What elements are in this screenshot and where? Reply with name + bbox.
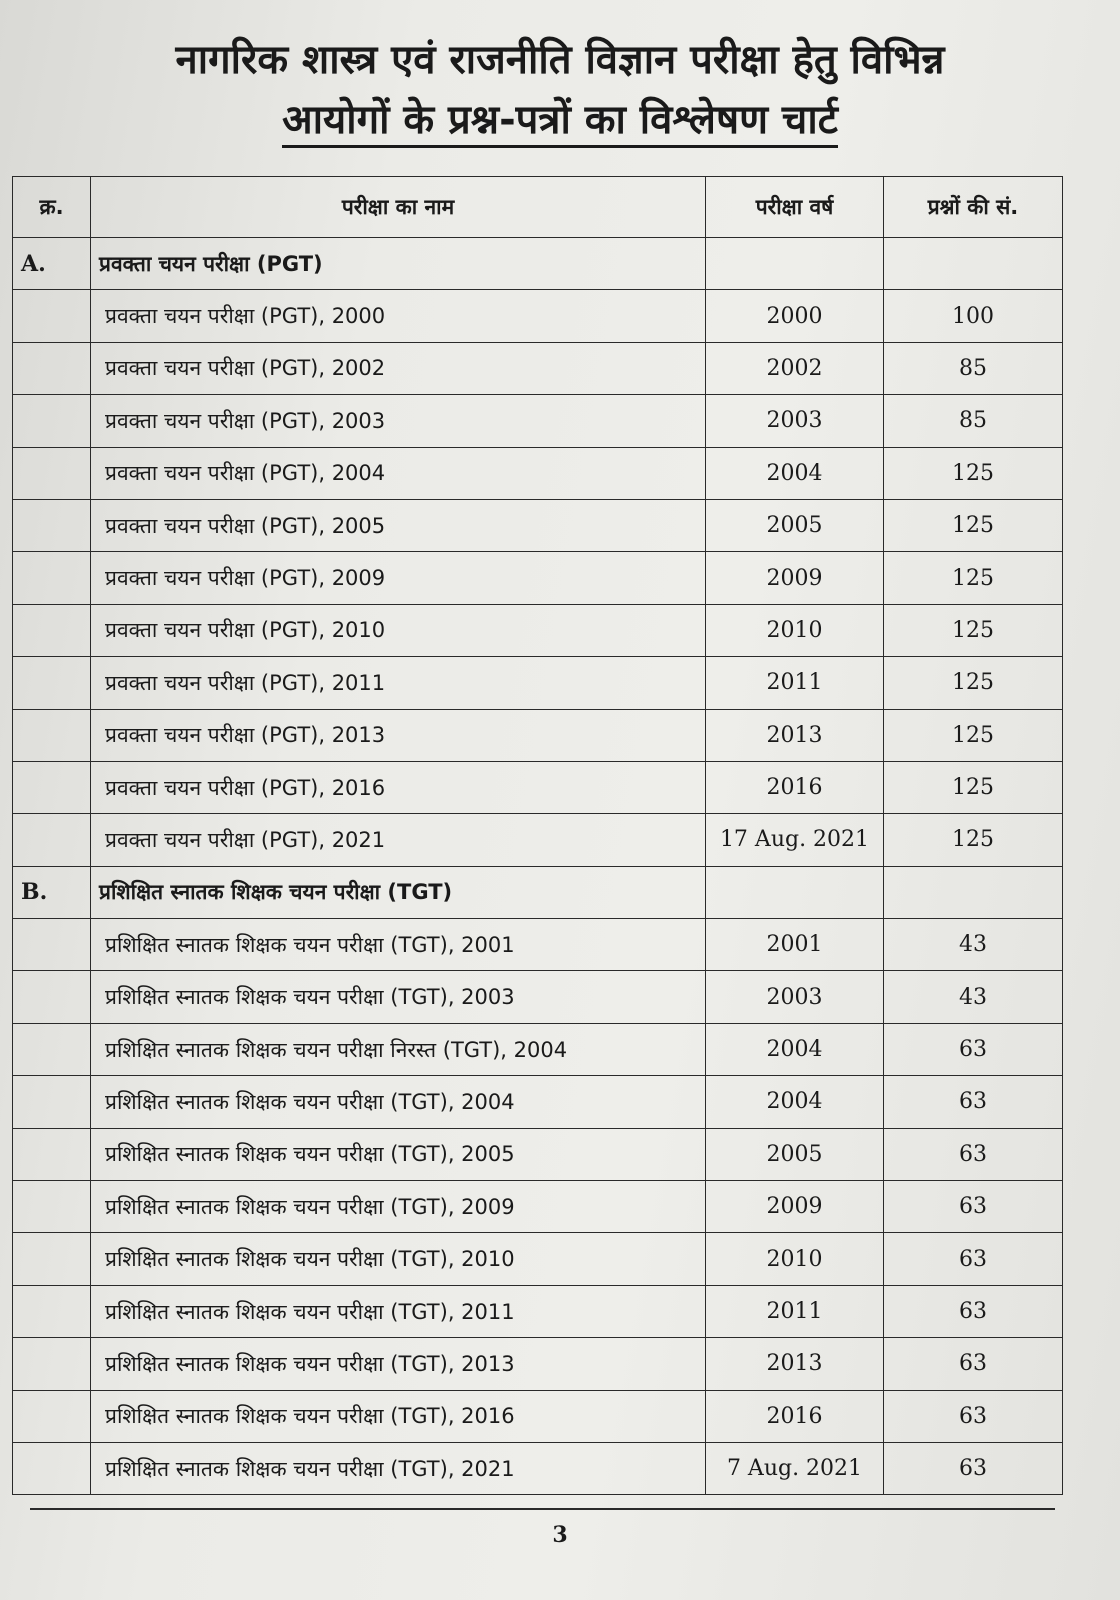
row-serial-empty <box>13 1442 91 1494</box>
exam-name-cell: प्रवक्ता चयन परीक्षा (PGT), 2009 <box>91 552 706 604</box>
exam-year-cell: 2009 <box>706 552 884 604</box>
exam-name-cell: प्रशिक्षित स्नातक शिक्षक चयन परीक्षा (TGT), 2009 <box>91 1181 706 1233</box>
table-row <box>13 604 1063 656</box>
row-serial-empty <box>13 919 91 971</box>
section-title: प्रशिक्षित स्नातक शिक्षक चयन परीक्षा (TGT) <box>91 866 706 918</box>
page-title-line-2-text: आयोगों के प्रश्न-पत्रों का विश्लेषण चार्ट <box>282 97 838 148</box>
question-count-cell: 125 <box>884 657 1063 709</box>
question-count-cell: 63 <box>884 1181 1063 1233</box>
row-serial-empty <box>13 657 91 709</box>
section-year-empty <box>706 866 884 918</box>
exam-name-cell: प्रशिक्षित स्नातक शिक्षक चयन परीक्षा (TGT), 2001 <box>91 919 706 971</box>
exam-name-cell: प्रवक्ता चयन परीक्षा (PGT), 2016 <box>91 761 706 813</box>
exam-year-cell: 2016 <box>706 761 884 813</box>
exam-name-cell: प्रवक्ता चयन परीक्षा (PGT), 2002 <box>91 342 706 394</box>
table-row <box>13 971 1063 1023</box>
exam-name-cell: प्रवक्ता चयन परीक्षा (PGT), 2004 <box>91 447 706 499</box>
question-count-cell: 43 <box>884 971 1063 1023</box>
row-serial-empty <box>13 1390 91 1442</box>
exam-name-cell: प्रवक्ता चयन परीक्षा (PGT), 2013 <box>91 709 706 761</box>
question-count-cell: 63 <box>884 1076 1063 1128</box>
exam-year-cell: 2004 <box>706 1023 884 1075</box>
row-serial-empty <box>13 395 91 447</box>
table-row <box>13 499 1063 551</box>
question-count-cell: 125 <box>884 499 1063 551</box>
exam-year-cell: 7 Aug. 2021 <box>706 1442 884 1494</box>
exam-year-cell: 2004 <box>706 447 884 499</box>
row-serial-empty <box>13 1023 91 1075</box>
exam-year-cell: 2003 <box>706 971 884 1023</box>
row-serial-empty <box>13 447 91 499</box>
table-row <box>13 1442 1063 1494</box>
section-title: प्रवक्ता चयन परीक्षा (PGT) <box>91 238 706 290</box>
table-row <box>13 709 1063 761</box>
question-count-cell: 63 <box>884 1023 1063 1075</box>
exam-name-cell: प्रशिक्षित स्नातक शिक्षक चयन परीक्षा (TGT), 2010 <box>91 1233 706 1285</box>
section-header-row <box>13 866 1063 918</box>
exam-year-cell: 2009 <box>706 1181 884 1233</box>
row-serial-empty <box>13 499 91 551</box>
question-count-cell: 63 <box>884 1390 1063 1442</box>
row-serial-empty <box>13 761 91 813</box>
exam-year-cell: 2004 <box>706 1076 884 1128</box>
row-serial-empty <box>13 342 91 394</box>
exam-year-cell: 2005 <box>706 499 884 551</box>
question-count-cell: 63 <box>884 1285 1063 1337</box>
page-title-line-1: नागरिक शास्त्र एवं राजनीति विज्ञान परीक्षा हेतु विभिन्न <box>175 37 945 83</box>
header-serial: क्र. <box>13 177 91 238</box>
row-serial-empty <box>13 709 91 761</box>
question-count-cell: 125 <box>884 709 1063 761</box>
analysis-table <box>12 176 1063 1495</box>
exam-name-cell: प्रशिक्षित स्नातक शिक्षक चयन परीक्षा (TGT), 2016 <box>91 1390 706 1442</box>
row-serial-empty <box>13 1076 91 1128</box>
row-serial-empty <box>13 971 91 1023</box>
exam-name-cell: प्रवक्ता चयन परीक्षा (PGT), 2003 <box>91 395 706 447</box>
section-header-row <box>13 238 1063 290</box>
row-serial-empty <box>13 1233 91 1285</box>
exam-year-cell: 2010 <box>706 1233 884 1285</box>
exam-name-cell: प्रवक्ता चयन परीक्षा (PGT), 2000 <box>91 290 706 342</box>
row-serial-empty <box>13 1128 91 1180</box>
exam-name-cell: प्रवक्ता चयन परीक्षा (PGT), 2005 <box>91 499 706 551</box>
exam-name-cell: प्रवक्ता चयन परीक्षा (PGT), 2021 <box>91 814 706 866</box>
question-count-cell: 125 <box>884 761 1063 813</box>
question-count-cell: 63 <box>884 1338 1063 1390</box>
section-label: A. <box>13 238 91 290</box>
header-question-count: प्रश्नों की सं. <box>884 177 1063 238</box>
exam-year-cell: 2011 <box>706 657 884 709</box>
exam-name-cell: प्रशिक्षित स्नातक शिक्षक चयन परीक्षा (TGT), 2021 <box>91 1442 706 1494</box>
table-row <box>13 1233 1063 1285</box>
bottom-divider <box>30 1508 1055 1510</box>
table-row <box>13 1023 1063 1075</box>
question-count-cell: 100 <box>884 290 1063 342</box>
exam-year-cell: 2013 <box>706 709 884 761</box>
header-exam-year: परीक्षा वर्ष <box>706 177 884 238</box>
exam-year-cell: 2016 <box>706 1390 884 1442</box>
table-header-row <box>13 177 1063 238</box>
question-count-cell: 63 <box>884 1128 1063 1180</box>
row-serial-empty <box>13 1285 91 1337</box>
exam-year-cell: 2010 <box>706 604 884 656</box>
exam-year-cell: 2001 <box>706 919 884 971</box>
section-count-empty <box>884 238 1063 290</box>
table-row <box>13 919 1063 971</box>
table-row <box>13 395 1063 447</box>
question-count-cell: 85 <box>884 342 1063 394</box>
question-count-cell: 63 <box>884 1233 1063 1285</box>
section-count-empty <box>884 866 1063 918</box>
question-count-cell: 125 <box>884 447 1063 499</box>
row-serial-empty <box>13 290 91 342</box>
exam-year-cell: 2002 <box>706 342 884 394</box>
table-row <box>13 761 1063 813</box>
table-row <box>13 1181 1063 1233</box>
table-body <box>13 238 1063 1495</box>
exam-name-cell: प्रशिक्षित स्नातक शिक्षक चयन परीक्षा (TGT), 2013 <box>91 1338 706 1390</box>
exam-name-cell: प्रशिक्षित स्नातक शिक्षक चयन परीक्षा निरस्त (TGT), 2004 <box>91 1023 706 1075</box>
table-row <box>13 342 1063 394</box>
exam-year-cell: 2011 <box>706 1285 884 1337</box>
table-row <box>13 1128 1063 1180</box>
row-serial-empty <box>13 814 91 866</box>
exam-name-cell: प्रशिक्षित स्नातक शिक्षक चयन परीक्षा (TGT), 2004 <box>91 1076 706 1128</box>
exam-year-cell: 2005 <box>706 1128 884 1180</box>
table-row <box>13 1076 1063 1128</box>
table-row <box>13 657 1063 709</box>
header-exam-name: परीक्षा का नाम <box>91 177 706 238</box>
table-row <box>13 814 1063 866</box>
table-row <box>13 1338 1063 1390</box>
exam-year-cell: 17 Aug. 2021 <box>706 814 884 866</box>
section-label: B. <box>13 866 91 918</box>
section-year-empty <box>706 238 884 290</box>
table-row <box>13 1390 1063 1442</box>
row-serial-empty <box>13 1338 91 1390</box>
question-count-cell: 85 <box>884 395 1063 447</box>
table-row <box>13 447 1063 499</box>
table-row <box>13 1285 1063 1337</box>
row-serial-empty <box>13 604 91 656</box>
table-row <box>13 290 1063 342</box>
question-count-cell: 63 <box>884 1442 1063 1494</box>
exam-name-cell: प्रशिक्षित स्नातक शिक्षक चयन परीक्षा (TGT), 2003 <box>91 971 706 1023</box>
exam-name-cell: प्रशिक्षित स्नातक शिक्षक चयन परीक्षा (TGT), 2011 <box>91 1285 706 1337</box>
exam-year-cell: 2003 <box>706 395 884 447</box>
exam-name-cell: प्रवक्ता चयन परीक्षा (PGT), 2010 <box>91 604 706 656</box>
question-count-cell: 125 <box>884 814 1063 866</box>
exam-name-cell: प्रशिक्षित स्नातक शिक्षक चयन परीक्षा (TGT), 2005 <box>91 1128 706 1180</box>
table-row <box>13 552 1063 604</box>
exam-year-cell: 2013 <box>706 1338 884 1390</box>
exam-year-cell: 2000 <box>706 290 884 342</box>
question-count-cell: 125 <box>884 604 1063 656</box>
question-count-cell: 43 <box>884 919 1063 971</box>
question-count-cell: 125 <box>884 552 1063 604</box>
exam-name-cell: प्रवक्ता चयन परीक्षा (PGT), 2011 <box>91 657 706 709</box>
row-serial-empty <box>13 552 91 604</box>
page-number: 3 <box>552 1522 568 1548</box>
row-serial-empty <box>13 1181 91 1233</box>
page-title-line-2 <box>0 92 1120 148</box>
